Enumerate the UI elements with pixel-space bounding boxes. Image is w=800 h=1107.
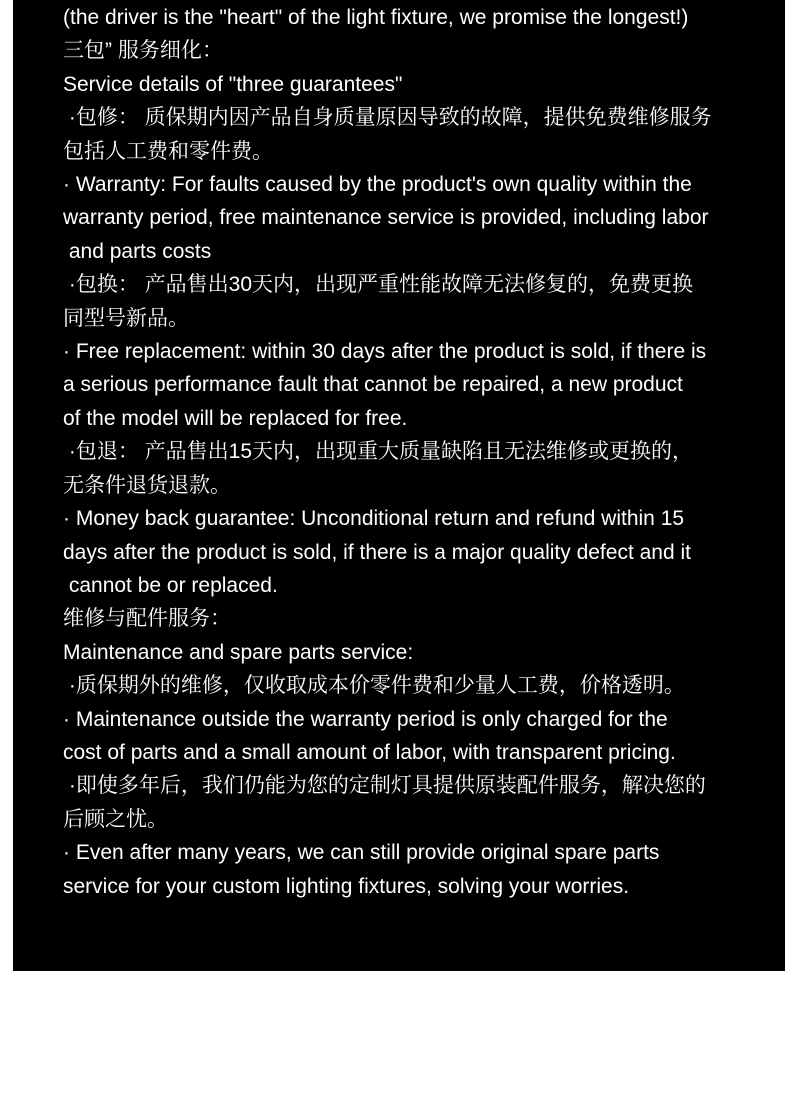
spare-parts-clause-en-2: service for your custom lighting fixtures, solving your worries. bbox=[63, 874, 630, 898]
product-description-panel bbox=[13, 0, 785, 971]
replacement-clause-en-3: of the model will be replaced for free. bbox=[63, 406, 408, 430]
refund-clause-en-3: cannot be or replaced. bbox=[63, 573, 278, 597]
refund-clause-en-1: · Money back guarantee: Unconditional return and refund within 15 bbox=[63, 507, 685, 531]
spare-parts-clause-en-1: · Even after many years, we can still provide original spare parts bbox=[63, 841, 660, 865]
heading-maintenance-zh: 维修与配件服务： bbox=[63, 607, 231, 631]
warranty-clause-zh-1: ·包修： 质保期内因产品自身质量原因导致的故障，提供免费维修服务 bbox=[63, 106, 712, 130]
replacement-clause-zh-1: ·包换： 产品售出30天内，出现严重性能故障无法修复的，免费更换 bbox=[63, 273, 694, 297]
heading-maintenance-en: Maintenance and spare parts service: bbox=[63, 640, 414, 664]
spare-parts-clause-zh-1: ·即使多年后，我们仍能为您的定制灯具提供原装配件服务，解决您的 bbox=[63, 774, 706, 798]
refund-clause-zh-2: 无条件退货退款。 bbox=[63, 473, 231, 497]
driver-promise-line-en: (the driver is the "heart" of the light fixture, we promise the longest!) bbox=[63, 6, 689, 29]
heading-three-guarantees-en: Service details of "three guarantees" bbox=[63, 72, 403, 96]
warranty-clause-zh-2: 包括人工费和零件费。 bbox=[63, 139, 273, 163]
heading-three-guarantees-zh: 三包” 服务细化： bbox=[63, 39, 223, 63]
maintenance-clause-en-1: · Maintenance outside the warranty period is only charged for the bbox=[63, 707, 668, 731]
refund-clause-zh-1: ·包退： 产品售出15天内，出现重大质量缺陷且无法维修或更换的， bbox=[63, 440, 694, 464]
warranty-clause-en-3: and parts costs bbox=[63, 239, 212, 263]
replacement-clause-en-2: a serious performance fault that cannot be repaired, a new product bbox=[63, 373, 683, 397]
refund-clause-en-2: days after the product is sold, if there is a major quality defect and it bbox=[63, 540, 691, 564]
service-text-block bbox=[13, 1, 785, 903]
replacement-clause-en-1: · Free replacement: within 30 days after the product is sold, if there is bbox=[63, 340, 707, 364]
spare-parts-clause-zh-2: 后顾之忧。 bbox=[63, 807, 168, 831]
warranty-clause-en-1: · Warranty: For faults caused by the product's own quality within the bbox=[63, 173, 692, 197]
maintenance-clause-en-2: cost of parts and a small amount of labor, with transparent pricing. bbox=[63, 740, 676, 764]
warranty-clause-en-2: warranty period, free maintenance service is provided, including labor bbox=[63, 206, 709, 230]
replacement-clause-zh-2: 同型号新品。 bbox=[63, 306, 189, 330]
maintenance-clause-zh: ·质保期外的维修，仅收取成本价零件费和少量人工费，价格透明。 bbox=[63, 674, 685, 698]
